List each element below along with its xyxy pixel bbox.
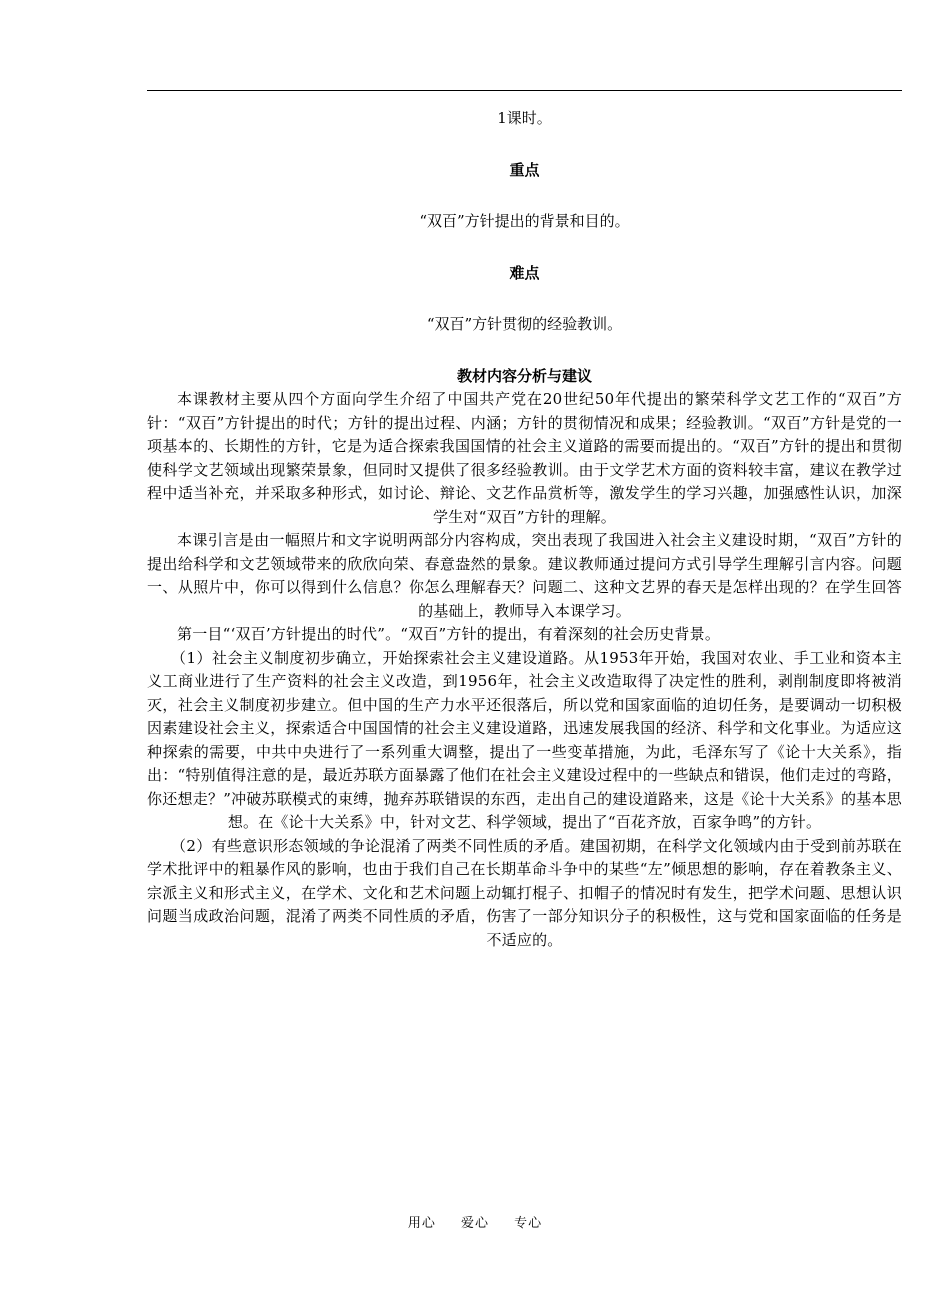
paragraph-point-one: （1）社会主义制度初步确立，开始探索社会主义建设道路。从1953年开始，我国对农业、手工业和资本主义工商业进行了生产资料的社会主义改造，到1956年，社会主义改造取得了决定性的胜利，剥削制度即将被消灭，社会主义制度初步建立。但中国的生产力水平还很落后，所以党和国家面临的迫切任务，是要调动一切积极因素建设社会主义，探索适合中国国情的社会主义建设道路，迅速发展我国的经济、科学和文化事业。为适应这种探索的需要，中共中央进行了一系列重大调整，提出了一些变革措施，为此，毛泽东写了《论十大关系》，指出：“特别值得注意的是，最近苏联方面暴露了他们在社会主义建设过程中的一些缺点和错误，他们走过的弯路，你还想走？”冲破苏联模式的束缚，抛弃苏联错误的东西，走出自己的建设道路来，这是《论十大关系》的基本思想。在《论十大关系》中，针对文艺、科学领域，提出了“百花齐放，百家争鸣”的方针。 <box>147 648 902 831</box>
document-body <box>147 107 902 952</box>
page-footer <box>0 1212 950 1231</box>
paragraph-section-one: 第一目“‘双百’方针提出的时代”。“双百”方针的提出，有着深刻的社会历史背景。 <box>177 625 721 643</box>
header-rule <box>147 90 902 91</box>
footer-word: 用心 <box>407 1216 436 1231</box>
key-point-heading: 重点 <box>509 160 540 179</box>
difficulty-heading: 难点 <box>509 263 540 282</box>
footer-word: 爱心 <box>460 1216 489 1231</box>
paragraph-overview: 本课教材主要从四个方面向学生介绍了中国共产党在20世纪50年代提出的繁荣科学文艺工作的“双百”方针：“双百”方针提出的时代；方针的提出过程、内涵；方针的贯彻情况和成果；经验教训。“双百”方针是党的一项基本的、长期性的方针，它是为适合探索我国国情的社会主义道路的需要而提出的。“双百”方针的提出和贯彻使科学文艺领域出现繁荣景象，但同时又提供了很多经验教训。由于文学艺术方面的资料较丰富，建议在教学过程中适当补充，并采取多种形式，如讨论、辩论、文艺作品赏析等，激发学生的学习兴趣，加强感性认识，加深学生对“双百”方针的理解。 <box>147 390 902 526</box>
key-point-text: “双百”方针提出的背景和目的。 <box>419 212 630 230</box>
difficulty-text: “双百”方针贯彻的经验教训。 <box>426 315 623 333</box>
analysis-heading: 教材内容分析与建议 <box>456 366 592 385</box>
lesson-time: 1课时。 <box>497 109 552 127</box>
paragraph-introduction: 本课引言是由一幅照片和文字说明两部分内容构成，突出表现了我国进入社会主义建设时期，“双百”方针的提出给科学和文艺领域带来的欣欣向荣、春意盎然的景象。建议教师通过提问方式引导学生理解引言内容。问题一、从照片中，你可以得到什么信息？你怎么理解春天？问题二、这种文艺界的春天是怎样出现的？在学生回答的基础上，教师导入本课学习。 <box>147 531 902 620</box>
footer-word: 专心 <box>514 1216 543 1231</box>
paragraph-point-two: （2）有些意识形态领域的争论混淆了两类不同性质的矛盾。建国初期，在科学文化领域内由于受到前苏联在学术批评中的粗暴作风的影响，也由于我们自己在长期革命斗争中的某些“左”倾思想的影响，存在着教条主义、宗派主义和形式主义，在学术、文化和艺术问题上动辄打棍子、扣帽子的情况时有发生，把学术问题、思想认识问题当成政治问题，混淆了两类不同性质的矛盾，伤害了一部分知识分子的积极性，这与党和国家面临的任务是不适应的。 <box>147 836 902 949</box>
